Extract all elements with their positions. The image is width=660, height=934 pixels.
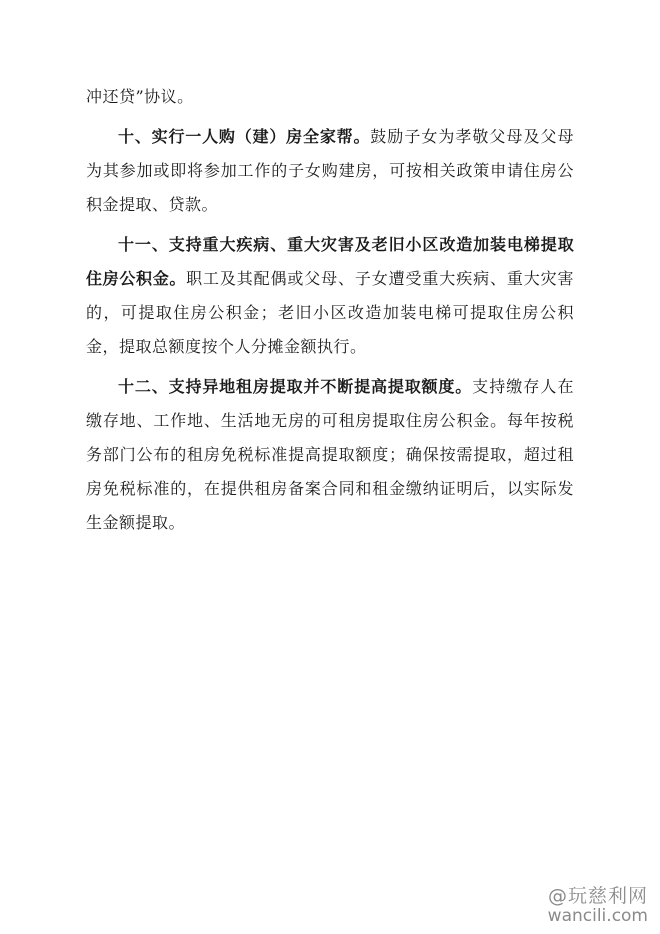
watermark-url: wancili.com	[547, 906, 648, 926]
continuation-text: 冲还贷”协议。	[86, 87, 194, 106]
section-10-body: 鼓励子女为孝敬父母及父母为其参加或即将参加工作的子女购建房，可按相关政策申请住房公积金提取、贷款。	[86, 127, 574, 214]
section-10-heading: 十、实行一人购（建）房全家帮。	[118, 127, 371, 146]
section-11-body: 职工及其配偶或父母、子女遭受重大疾病、重大灾害的，可提取住房公积金；老旧小区改造加装电梯可提取住房公积金，提取总额度按个人分摊金额执行。	[86, 269, 574, 356]
section-12-heading: 十二、支持异地租房提取并不断提高提取额度。	[118, 377, 473, 396]
section-12	[86, 370, 574, 540]
watermark-name: @玩慈利网	[547, 885, 648, 907]
section-11-heading: 十一、支持重大疾病、重大灾害及老旧小区改造加装电梯提取住房公积金。	[86, 235, 574, 288]
site-watermark	[548, 886, 648, 926]
document-body	[86, 80, 574, 546]
section-10	[86, 120, 574, 222]
section-12-body: 支持缴存人在缴存地、工作地、生活地无房的可租房提取住房公积金。每年按税务部门公布的租房免税标准提高提取额度；确保按需提取，超过租房免税标准的，在提供租房备案合同和租金缴纳证明后，以实际发生金额提取。	[86, 377, 574, 532]
section-11	[86, 228, 574, 364]
